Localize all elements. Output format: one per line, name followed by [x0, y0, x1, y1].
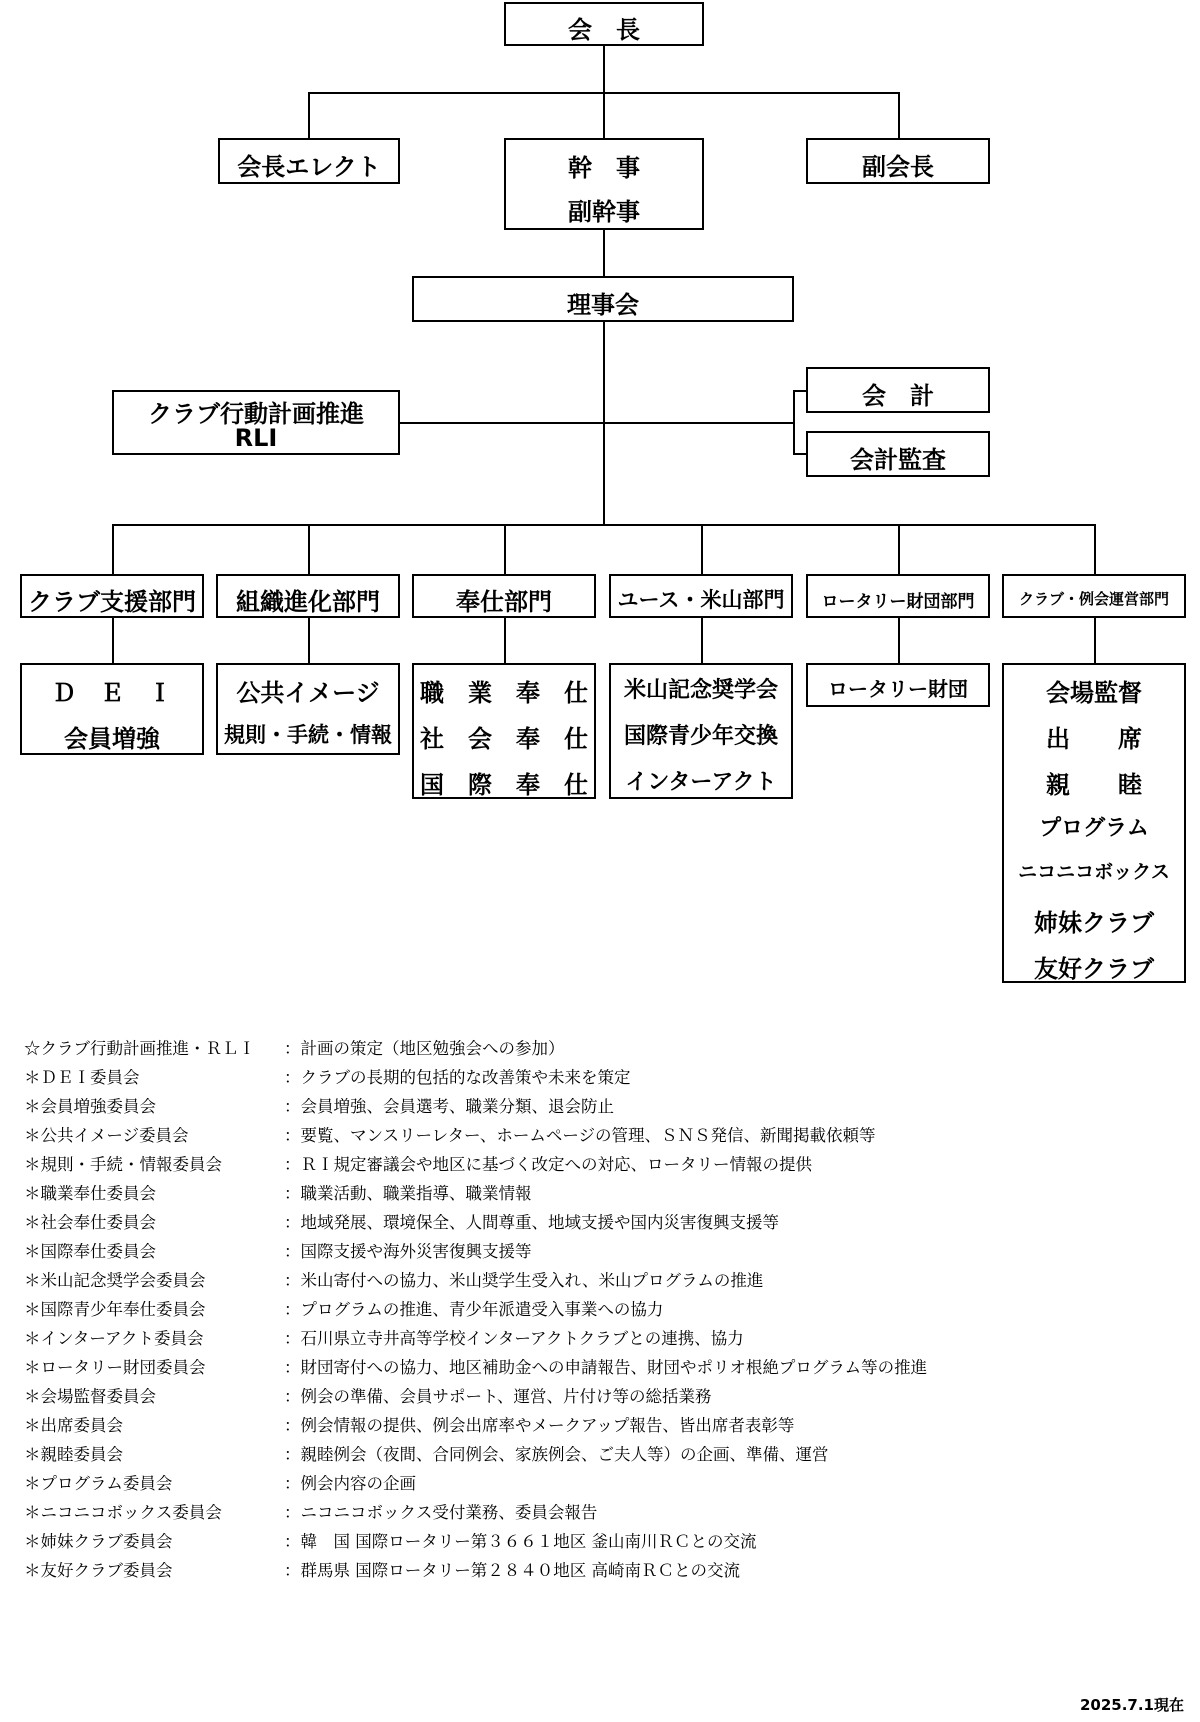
connector-line [701, 618, 703, 663]
legend-name: ＊プログラム委員会 [24, 1474, 173, 1493]
committee-label: インターアクト [625, 770, 777, 795]
legend-row [24, 1556, 927, 1585]
connector-line [504, 618, 506, 663]
committee-box [806, 663, 990, 707]
connector-line [400, 422, 605, 424]
committee-box [412, 663, 596, 799]
legend-name: ＊ニコニコボックス委員会 [24, 1503, 222, 1522]
committee-label: Ｄ Ｅ Ｉ [52, 679, 172, 707]
connector-line [898, 524, 900, 574]
as-of-date: 2025.7.1現在 [1079, 1696, 1184, 1714]
legend-name: ＊ロータリー財団委員会 [24, 1358, 206, 1377]
department-label: ロータリー財団部門 [821, 592, 975, 612]
committee-label: 職 業 奉 仕 [420, 679, 588, 707]
vice-president-box [806, 138, 990, 184]
treasurer-label: 会 計 [862, 382, 934, 410]
department-box [20, 574, 204, 618]
legend-row [24, 1063, 927, 1092]
legend-desc: ：財団寄付への協力、地区補助金への申請報告、財団やポリオ根絶プログラム等の推進 [284, 1358, 928, 1377]
connector-line [898, 618, 900, 663]
legend-desc: ：石川県立寺井高等学校インターアクトクラブとの連携、協力 [284, 1329, 744, 1348]
board-label: 理事会 [567, 291, 639, 319]
legend-desc: ：例会の準備、会員サポート、運営、片付け等の総括業務 [284, 1387, 712, 1406]
connector-line [898, 92, 900, 138]
committee-label: ニコニコボックス [1018, 861, 1170, 883]
legend-row [24, 1150, 927, 1179]
legend-name: ＊職業奉仕委員会 [24, 1184, 156, 1203]
legend-desc: ：計画の策定（地区勉強会への参加） [284, 1039, 565, 1058]
legend-row [24, 1266, 927, 1295]
department-box [216, 574, 400, 618]
legend-row [24, 1440, 927, 1469]
plan-sub-label: RLI [234, 424, 278, 452]
connector-line [1094, 618, 1096, 663]
elect-label: 会長エレクト [237, 153, 381, 181]
connector-line [308, 524, 310, 574]
board-box [412, 276, 794, 322]
legend-name: ＊インターアクト委員会 [24, 1329, 204, 1348]
secretary-label: 幹 事 [568, 154, 640, 182]
committee-label: プログラム [1039, 816, 1149, 841]
legend-name: ＊規則・手続・情報委員会 [24, 1155, 222, 1174]
legend-row [24, 1121, 927, 1150]
legend-desc: ：職業活動、職業指導、職業情報 [284, 1184, 532, 1203]
plan-box [112, 390, 400, 455]
legend-name: ＊出席委員会 [24, 1416, 123, 1435]
committee-label: 社 会 奉 仕 [420, 725, 588, 753]
department-box [412, 574, 596, 618]
connector-line [603, 230, 605, 276]
legend-desc: ：ＲＩ規定審議会や地区に基づく改定への対応、ロータリー情報の提供 [284, 1155, 812, 1174]
committee-label: 友好クラブ [1034, 955, 1154, 983]
legend-row [24, 1498, 927, 1527]
committee-label: 国際青少年交換 [623, 724, 778, 749]
elect-box [218, 138, 400, 184]
legend-desc: ：国際支援や海外災害復興支援等 [284, 1242, 532, 1261]
connector-line [603, 422, 793, 424]
department-label: 組織進化部門 [236, 588, 380, 616]
plan-label: クラブ行動計画推進 [148, 400, 364, 428]
committee-box [216, 663, 400, 755]
legend-desc: ：例会情報の提供、例会出席率やメークアップ報告、皆出席者表彰等 [284, 1416, 795, 1435]
connector-line [308, 92, 900, 94]
committee-label: 米山記念奨学会 [623, 678, 778, 703]
department-box [1002, 574, 1186, 618]
legend-row [24, 1469, 927, 1498]
committee-label: 国 際 奉 仕 [420, 771, 588, 799]
legend-row [24, 1411, 927, 1440]
connector-line [112, 524, 1096, 526]
auditor-label: 会計監査 [850, 446, 946, 474]
legend-desc: ：要覧、マンスリーレター、ホームページの管理、ＳＮＳ発信、新聞掲載依頼等 [284, 1126, 876, 1145]
committee-label: 出 席 [1046, 725, 1142, 753]
legend-row [24, 1382, 927, 1411]
legend-desc: ：米山寄付への協力、米山奨学生受入れ、米山プログラムの推進 [284, 1271, 764, 1290]
connector-line [112, 618, 114, 663]
legend-row [24, 1208, 927, 1237]
committee-label: 会員増強 [64, 725, 160, 753]
secretary-box [504, 138, 704, 230]
legend-desc: ：韓 国 国際ロータリー第３６６１地区 釜山南川ＲＣとの交流 [284, 1532, 757, 1551]
department-label: クラブ・例会運営部門 [1018, 590, 1169, 608]
committee-label: 親 睦 [1046, 771, 1142, 799]
vice-president-label: 副会長 [862, 153, 934, 181]
legend-name: ＊ＤＥＩ委員会 [24, 1068, 140, 1087]
legend-row [24, 1295, 927, 1324]
auditor-box [806, 431, 990, 477]
legend-row [24, 1034, 927, 1063]
legend-name: ＊米山記念奨学会委員会 [24, 1271, 206, 1290]
legend-desc: ：会員増強、会員選考、職業分類、退会防止 [284, 1097, 614, 1116]
committee-box [20, 663, 204, 755]
committee-label: 規則・手続・情報 [224, 723, 392, 747]
president-box [504, 2, 704, 46]
connector-line [793, 390, 795, 455]
legend-desc: ：プログラムの推進、青少年派遣受入事業への協力 [284, 1300, 664, 1319]
legend-row [24, 1527, 927, 1556]
legend-desc: ：群馬県 国際ロータリー第２８４０地区 高崎南ＲＣとの交流 [284, 1561, 740, 1580]
legend-name: ＊会場監督委員会 [24, 1387, 156, 1406]
connector-line [701, 524, 703, 574]
connector-line [1094, 524, 1096, 574]
legend-desc: ：ニコニコボックス受付業務、委員会報告 [284, 1503, 598, 1522]
committee-label: ロータリー財団 [828, 677, 968, 701]
committee-box [609, 663, 793, 799]
legend-name: ＊国際奉仕委員会 [24, 1242, 156, 1261]
legend-name: ☆クラブ行動計画推進・ＲＬＩ [24, 1039, 255, 1058]
legend-row [24, 1092, 927, 1121]
committee-label: 姉妹クラブ [1034, 909, 1154, 937]
connector-line [308, 92, 310, 138]
legend-name: ＊姉妹クラブ委員会 [24, 1532, 173, 1551]
legend-desc: ：地域発展、環境保全、人間尊重、地域支援や国内災害復興支援等 [284, 1213, 779, 1232]
legend-name: ＊友好クラブ委員会 [24, 1561, 173, 1580]
treasurer-box [806, 367, 990, 413]
department-label: ユース・米山部門 [617, 588, 785, 612]
legend-desc: ：親睦例会（夜間、合同例会、家族例会、ご夫人等）の企画、準備、運営 [284, 1445, 829, 1464]
committee-label: 会場監督 [1046, 679, 1142, 707]
committee-box [1002, 663, 1186, 983]
department-label: 奉仕部門 [456, 588, 552, 616]
connector-line [504, 524, 506, 574]
vice-secretary-label: 副幹事 [568, 198, 640, 226]
department-box [806, 574, 990, 618]
connector-line [308, 618, 310, 663]
department-label: クラブ支援部門 [28, 588, 196, 616]
legend-row [24, 1179, 927, 1208]
legend-row [24, 1237, 927, 1266]
committee-label: 公共イメージ [236, 679, 380, 707]
legend-name: ＊親睦委員会 [24, 1445, 123, 1464]
legend-row [24, 1353, 927, 1382]
legend-desc: ：例会内容の企画 [284, 1474, 416, 1493]
president-label: 会 長 [568, 16, 640, 44]
legend-name: ＊会員増強委員会 [24, 1097, 156, 1116]
department-box [609, 574, 793, 618]
legend-row [24, 1324, 927, 1353]
legend-desc: ：クラブの長期的包括的な改善策や未来を策定 [284, 1068, 631, 1087]
committee-legend [24, 1034, 927, 1585]
legend-name: ＊社会奉仕委員会 [24, 1213, 156, 1232]
legend-name: ＊公共イメージ委員会 [24, 1126, 189, 1145]
legend-name: ＊国際青少年奉仕委員会 [24, 1300, 206, 1319]
connector-line [112, 524, 114, 574]
